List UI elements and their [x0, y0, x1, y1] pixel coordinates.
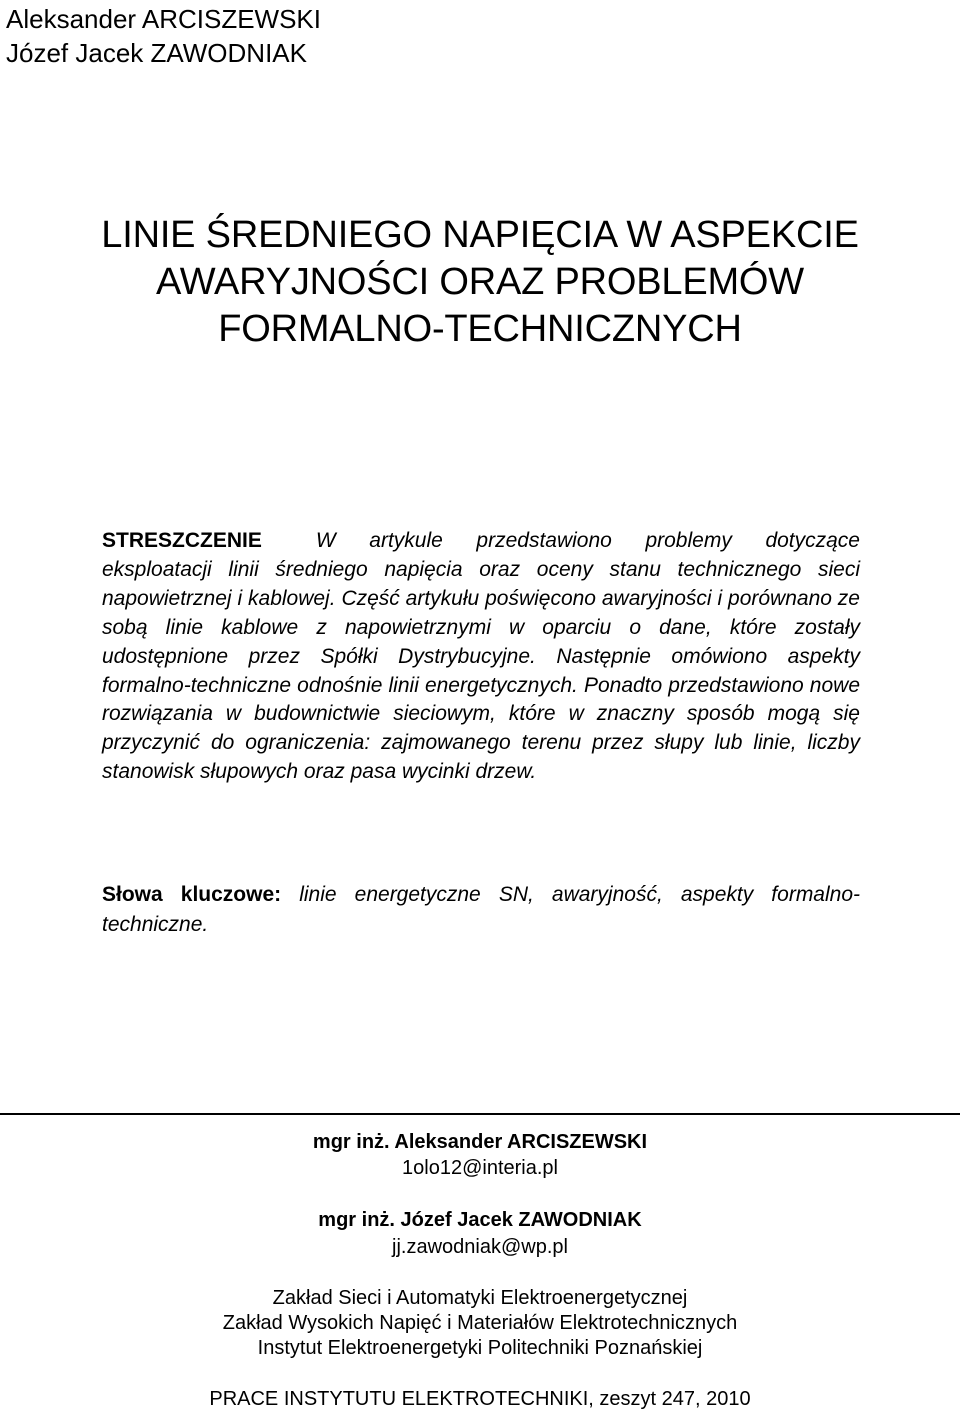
- author-2-email: jj.zawodniak@wp.pl: [392, 1236, 568, 1258]
- author-1-name: mgr inż. Aleksander ARCISZEWSKI: [312, 1131, 648, 1153]
- abstract-label: STRESZCZENIE: [102, 529, 262, 552]
- keywords-label: Słowa kluczowe:: [102, 883, 282, 906]
- title-line-3: FORMALNO-TECHNICZNYCH: [218, 308, 742, 350]
- author-2-name: mgr inż. Józef Jacek ZAWODNIAK: [318, 1209, 642, 1231]
- divider-line: [0, 1113, 960, 1115]
- institution-3: Instytut Elektroenergetyki Politechniki Poznańskiej: [257, 1337, 703, 1359]
- paper-title: [40, 212, 920, 353]
- abstract: [102, 527, 860, 787]
- abstract-text: W artykule przedstawiono problemy dotyczące eksploatacji linii średniego napięcia oraz oceny stanu technicznego sieci napowietrznej i kablowej. Część artykułu poświęcono awaryjności i porównano ze sobą linie kablowe z napowietrznymi w oparciu o dane, które zostały udostępnione przez Spółki Dystrybucyjne. Następnie omówiono aspekty formalno-techniczne odnośnie linii energetycznych. Ponadto przedstawiono nowe rozwiązania w budownictwie sieciowym, które w znaczny sposób mogą się przyczynić do ograniczenia: zajmowanego terenu przez słupy lub linie, liczby stanowisk słupowych oraz pasa wycinki drzew.: [102, 529, 860, 784]
- header-author-2: Józef Jacek ZAWODNIAK: [6, 38, 307, 68]
- institution-2: Zakład Wysokich Napięć i Materiałów Elektrotechnicznych: [222, 1312, 738, 1334]
- keywords-text: linie energetyczne SN, awaryjność, aspekty formalno-techniczne.: [102, 883, 861, 936]
- title-line-1: LINIE ŚREDNIEGO NAPIĘCIA W ASPEKCIE: [101, 214, 859, 256]
- journal-series: PRACE INSTYTUTU ELEKTROTECHNIKI, zeszyt 247, 2010: [209, 1388, 751, 1410]
- header-author-1: Aleksander ARCISZEWSKI: [6, 4, 321, 34]
- keywords: [102, 880, 860, 940]
- header-authors: [6, 2, 321, 70]
- author-1-email: 1olo12@interia.pl: [402, 1157, 558, 1179]
- title-line-2: AWARYJNOŚCI ORAZ PROBLEMÓW: [156, 261, 804, 303]
- institution-1: Zakład Sieci i Automatyki Elektroenergetycznej: [272, 1287, 688, 1309]
